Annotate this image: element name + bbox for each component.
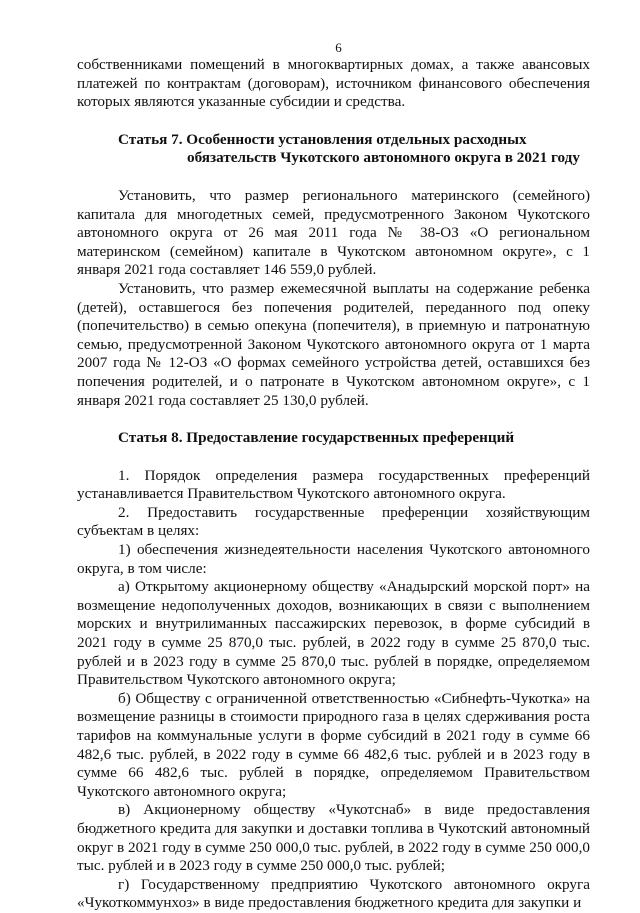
spacer: [77, 410, 590, 429]
article-8-item-b: б) Обществу с ограниченной ответственностью «Сибнефть-Чукотка» на возмещение разницы в стоимости природного газа в целях сдерживания роста тарифов на коммунальные услуги в форме субсидий в 2021 году в сумме 66 482,6 тыс. рублей, в 2022 году в сумме 66 482,6 тыс. рублей и в 2023 году в сумме 66 482,6 тыс. рублей в порядке, определяемом Правительством Чукотского автономного округа;: [77, 689, 590, 800]
article-7-heading-line-1: Статья 7. Особенности установления отдельных расходных: [118, 130, 527, 148]
article-7-heading: [77, 131, 590, 168]
article-8-item-a: а) Открытому акционерному обществу «Анадырский морской порт» на возмещение недополученных доходов, возникающих в связи с выполнением морских и внутрилиманных пассажирских перевозок, в форме субсидий в 2021 году в сумме 25 870,0 тыс. рублей, в 2022 году в сумме 25 870,0 тыс. рублей и в 2023 году в сумме 25 870,0 тыс. рублей в порядке, определяемом Правительством Чукотского автономного округа;: [77, 578, 590, 689]
article-7-paragraph-1: Установить, что размер регионального материнского (семейного) капитала для многодетных семей, предусмотренного Законом Чукотского автономного округа от 26 мая 2011 года № 38-ОЗ «О региональном материнском (семейном) капитале в Чукотском автономном округе», с 1 января 2021 года составляет 146 559,0 рублей.: [77, 186, 590, 279]
article-8-item-g: г) Государственному предприятию Чукотского автономного округа «Чукоткоммунхоз» в виде предоставления бюджетного кредита для закупки и: [77, 875, 590, 912]
page-number: 6: [335, 40, 342, 55]
article-8-item-v: в) Акционерному обществу «Чукотснаб» в виде предоставления бюджетного кредита для закупки и доставки топлива в Чукотский автономный округ в 2021 году в сумме 250 000,0 тыс. рублей, в 2022 году в сумме 250 000,0 тыс. рублей и в 2023 году в сумме 250 000,0 тыс. рублей;: [77, 801, 590, 875]
article-8-paragraph-1: 1. Порядок определения размера государственных преференций устанавливается Правительством Чукотского автономного округа.: [77, 466, 590, 503]
spacer: [77, 168, 590, 187]
article-8-paragraph-2: 2. Предоставить государственные преференции хозяйствующим субъектам в целях:: [77, 503, 590, 540]
spacer: [77, 448, 590, 467]
article-8-item-1: 1) обеспечения жизнедеятельности населения Чукотского автономного округа, в том числе:: [77, 541, 590, 577]
article-7-paragraph-2: Установить, что размер ежемесячной выплаты на содержание ребенка (детей), оставшегося без попечения родителей, переданного под опеку (попечительство) в семью опекуна (попечителя), в приемную и патронатную семью, предусмотренной Законом Чукотского автономного округа от 1 марта 2007 года № 12-ОЗ «О формах семейного устройства детей, оставшихся без попечения родителей, и о патронате в Чукотском автономном округе», с 1 января 2021 года составляет 25 130,0 рублей.: [77, 279, 590, 409]
article-8-heading: Статья 8. Предоставление государственных преференций: [118, 429, 515, 447]
intro-paragraph: собственниками помещений в многоквартирных домах, а также авансовых платежей по контрактам (договорам), источником финансового обеспечения которых являются указанные субсидии и средства.: [77, 56, 590, 111]
spacer: [77, 112, 590, 131]
article-7-heading-line-2: обязательств Чукотского автономного округа в 2021 году: [187, 149, 580, 167]
